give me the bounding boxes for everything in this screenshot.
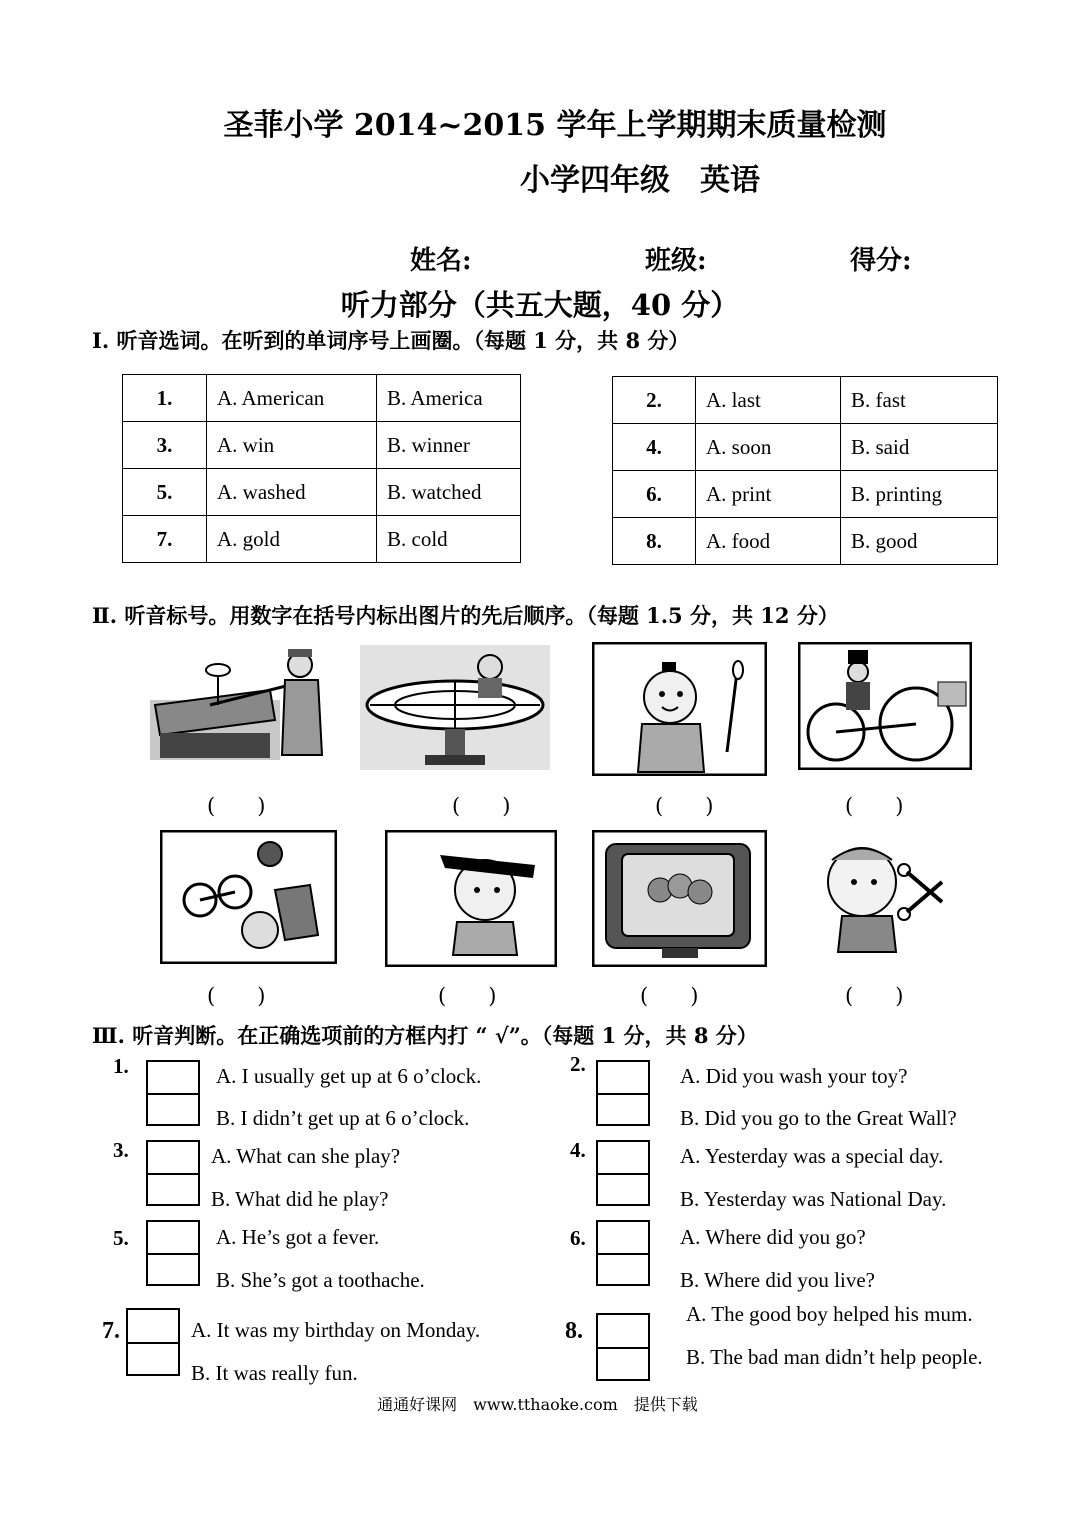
section1-title: Ⅰ. 听音选词。在听到的单词序号上画圈。（每题 1 分，共 8 分） <box>92 328 690 353</box>
question-number: 8. <box>613 518 696 565</box>
checkbox-pair[interactable] <box>126 1308 180 1376</box>
table-row <box>613 518 998 565</box>
option-b[interactable]: B. winner <box>377 422 521 469</box>
section2-title: Ⅱ. 听音标号。用数字在括号内标出图片的先后顺序。（每题 1.5 分，共 12 分） <box>92 603 839 628</box>
word-table-left <box>122 374 521 563</box>
option-a[interactable]: A. soon <box>696 424 841 471</box>
option-b: B. What did he play? <box>211 1187 389 1211</box>
option-b[interactable]: B. fast <box>841 377 998 424</box>
option-b[interactable]: B. America <box>377 375 521 422</box>
question-number: 7. <box>123 516 207 563</box>
question-number: 3. <box>113 1138 129 1162</box>
boy-fell-off-bike-picture <box>160 830 337 964</box>
word-table-right <box>612 376 998 565</box>
option-a: A. Yesterday was a special day. <box>680 1144 944 1168</box>
option-b[interactable]: B. good <box>841 518 998 565</box>
table-row <box>123 422 521 469</box>
answer-paren[interactable]: ( ) <box>640 984 699 1008</box>
question-number: 1. <box>113 1054 129 1078</box>
papermaking-picture <box>150 645 330 770</box>
question-number: 2. <box>570 1052 586 1076</box>
checkbox-pair[interactable] <box>596 1220 650 1286</box>
option-a[interactable]: A. food <box>696 518 841 565</box>
option-a: A. He’s got a fever. <box>216 1225 380 1249</box>
option-b[interactable]: B. said <box>841 424 998 471</box>
option-a: A. Did you wash your toy? <box>680 1064 908 1088</box>
question-number: 6. <box>613 471 696 518</box>
man-with-bicycle-picture <box>798 642 972 770</box>
name-label: 姓名: <box>410 246 472 276</box>
table-row <box>613 377 998 424</box>
option-b: B. It was really fun. <box>191 1361 358 1385</box>
checkbox-pair[interactable] <box>596 1313 650 1381</box>
television-picture <box>592 830 767 967</box>
option-b[interactable]: B. printing <box>841 471 998 518</box>
exam-title: 圣菲小学 2014~2015 学年上学期期末质量检测 <box>223 108 887 143</box>
section3-title: Ⅲ. 听音判断。在正确选项前的方框内打 “ √”。（每题 1 分，共 8 分） <box>92 1023 758 1048</box>
checkbox-pair[interactable] <box>596 1140 650 1206</box>
option-a[interactable]: A. print <box>696 471 841 518</box>
question-number: 8. <box>565 1318 583 1344</box>
question-number: 4. <box>613 424 696 471</box>
question-number: 5. <box>113 1226 129 1250</box>
question-number: 1. <box>123 375 207 422</box>
answer-paren[interactable]: ( ) <box>207 794 266 818</box>
option-a: A. I usually get up at 6 o’clock. <box>216 1064 482 1088</box>
score-label: 得分: <box>850 246 912 276</box>
option-a: A. What can she play? <box>211 1144 401 1168</box>
option-b: B. The bad man didn’t help people. <box>686 1345 983 1369</box>
answer-paren[interactable]: ( ) <box>438 984 497 1008</box>
option-b[interactable]: B. cold <box>377 516 521 563</box>
question-number: 5. <box>123 469 207 516</box>
option-b: B. She’s got a toothache. <box>216 1268 425 1292</box>
option-b: B. I didn’t get up at 6 o’clock. <box>216 1106 470 1130</box>
checkbox-pair[interactable] <box>596 1060 650 1126</box>
checkbox-pair[interactable] <box>146 1220 200 1286</box>
footer-credit: 通通好课网 www.tthaoke.com 提供下载 <box>377 1395 698 1414</box>
question-number: 4. <box>570 1138 586 1162</box>
answer-paren[interactable]: ( ) <box>655 794 714 818</box>
checkbox-pair[interactable] <box>146 1140 200 1206</box>
option-b: B. Did you go to the Great Wall? <box>680 1106 957 1130</box>
checkbox-pair[interactable] <box>146 1060 200 1126</box>
option-a: A. It was my birthday on Monday. <box>191 1318 481 1342</box>
option-a: A. Where did you go? <box>680 1225 866 1249</box>
question-number: 6. <box>570 1226 586 1250</box>
boy-with-headband-picture <box>385 830 557 967</box>
option-a[interactable]: A. last <box>696 377 841 424</box>
option-a[interactable]: A. win <box>207 422 377 469</box>
option-b[interactable]: B. watched <box>377 469 521 516</box>
option-b: B. Where did you live? <box>680 1268 875 1292</box>
part-title: 听力部分（共五大题，40 分） <box>340 288 740 322</box>
answer-paren[interactable]: ( ) <box>207 984 266 1008</box>
class-label: 班级: <box>645 246 707 276</box>
option-a: A. The good boy helped his mum. <box>686 1302 973 1326</box>
exam-subtitle: 小学四年级 英语 <box>520 163 760 198</box>
question-number: 3. <box>123 422 207 469</box>
table-row <box>613 471 998 518</box>
answer-paren[interactable]: ( ) <box>452 794 511 818</box>
printing-wheel-picture <box>360 645 550 770</box>
table-row <box>123 516 521 563</box>
option-a[interactable]: A. washed <box>207 469 377 516</box>
table-row <box>123 469 521 516</box>
table-row <box>123 375 521 422</box>
boy-with-brush-picture <box>592 642 767 776</box>
option-a[interactable]: A. gold <box>207 516 377 563</box>
boy-with-scissors-picture <box>812 832 957 954</box>
question-number: 7. <box>102 1318 120 1344</box>
answer-paren[interactable]: ( ) <box>845 984 904 1008</box>
option-b: B. Yesterday was National Day. <box>680 1187 947 1211</box>
option-a[interactable]: A. American <box>207 375 377 422</box>
question-number: 2. <box>613 377 696 424</box>
answer-paren[interactable]: ( ) <box>845 794 904 818</box>
table-row <box>613 424 998 471</box>
